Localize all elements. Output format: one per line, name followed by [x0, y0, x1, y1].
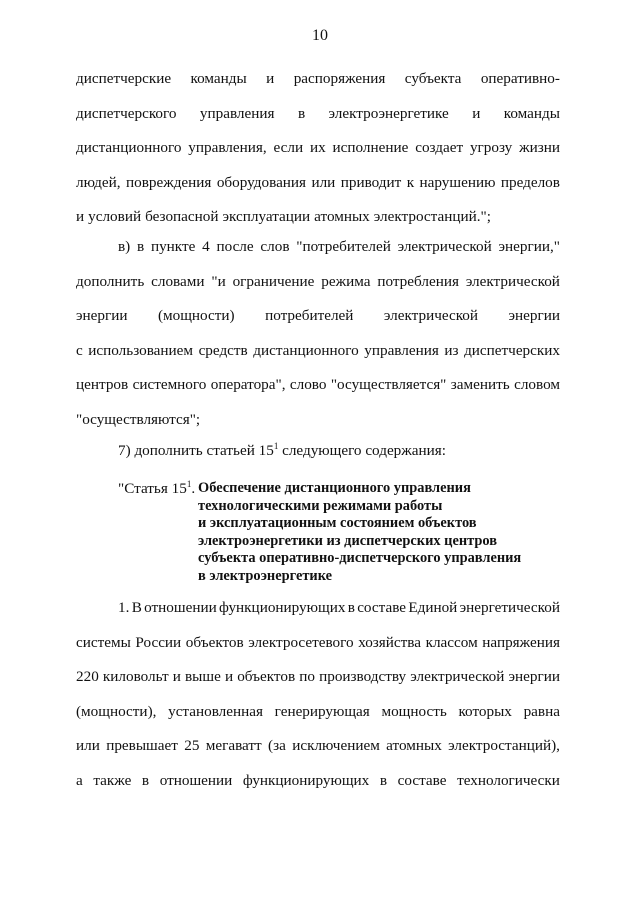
word: Единой	[408, 599, 458, 616]
word: создает	[415, 139, 464, 156]
article-title-line: Обеспечение дистанционного управления	[198, 480, 471, 496]
item-7-text-after: следующего содержания:	[278, 442, 446, 459]
word: 25	[184, 737, 200, 754]
item-7-line	[118, 441, 446, 461]
paragraph-amendment-v	[76, 230, 560, 437]
word: дистанционного	[76, 139, 182, 156]
word: атомных	[314, 208, 370, 225]
word: объектов	[237, 668, 296, 685]
word: электрической	[410, 668, 505, 685]
word: эксплуатации	[222, 208, 311, 225]
word: безопасной	[145, 208, 219, 225]
word: ограничение	[232, 272, 315, 290]
word: после	[216, 238, 254, 255]
text-line	[76, 230, 560, 265]
word: "потребителей	[296, 238, 391, 255]
word: их	[309, 139, 326, 156]
article-title-line: и эксплуатационным состоянием объектов	[198, 515, 477, 531]
word: киловольт	[102, 668, 169, 685]
article-title-line: технологическими режимами работы	[198, 497, 443, 514]
text-line	[76, 97, 560, 132]
word: оператора",	[210, 376, 286, 393]
word: приводит	[340, 173, 402, 191]
word: и	[266, 70, 275, 87]
word: энергии,"	[498, 238, 560, 255]
word: потребителей	[265, 307, 354, 324]
word: или	[76, 737, 100, 754]
text-line	[76, 334, 560, 369]
word: слово	[289, 376, 327, 393]
word: которых	[458, 702, 512, 720]
article-title-line: субъекта оперативно-диспетчерского управления	[198, 550, 522, 566]
word: объектов	[185, 633, 244, 651]
text-line	[76, 368, 560, 403]
paragraph-continuation	[76, 62, 560, 235]
article-label-text: "Статья 15	[118, 480, 187, 497]
word: превышает	[106, 737, 178, 754]
word: установленная	[168, 702, 263, 720]
article-label	[118, 480, 195, 498]
word: составе	[397, 771, 447, 789]
word: выше	[185, 668, 221, 685]
word: или	[311, 173, 336, 191]
article-title	[198, 480, 578, 585]
text-line	[76, 660, 560, 695]
word: в	[137, 238, 145, 255]
word: производству	[319, 668, 407, 685]
text-line	[76, 626, 560, 661]
word: управления	[364, 341, 439, 359]
article-label-superscript: 1	[186, 479, 192, 489]
word: и	[224, 668, 234, 685]
word: также	[93, 771, 132, 789]
word: системы	[76, 633, 131, 651]
word: электростанций.";	[373, 208, 491, 225]
word: команды	[503, 104, 560, 122]
word: команды	[190, 70, 247, 87]
word: субъекта	[404, 70, 462, 87]
word: энергии	[508, 668, 560, 685]
word: нарушению	[419, 173, 496, 191]
word: по	[299, 668, 315, 685]
word: потребления	[377, 272, 459, 290]
word: в	[347, 599, 355, 616]
word: управления	[199, 104, 275, 122]
word: напряжения	[482, 633, 560, 651]
word: режима	[321, 272, 371, 290]
word: использованием	[88, 341, 194, 359]
article-paragraph-1	[76, 591, 560, 798]
word: и	[76, 208, 85, 225]
text-line	[76, 299, 560, 334]
word: отношении	[144, 599, 217, 616]
word: с	[76, 341, 83, 359]
text-line	[76, 131, 560, 166]
article-title-line: в электроэнергетике	[198, 567, 333, 584]
word: в	[141, 771, 150, 789]
word: в	[297, 104, 306, 122]
word: России	[135, 633, 182, 651]
word: условий	[88, 208, 142, 225]
article-title-line: электроэнергетики из диспетчерских центров	[198, 532, 497, 549]
text-line	[76, 403, 560, 438]
word: управления,	[188, 139, 267, 156]
word: электростанций),	[448, 737, 560, 754]
word: равна	[523, 702, 560, 720]
word: жизни	[519, 139, 560, 156]
word: электрической	[383, 307, 479, 324]
word: электросетевого	[248, 633, 354, 651]
text-line	[76, 729, 560, 764]
word: из	[444, 341, 459, 359]
word: словом	[514, 376, 560, 393]
word: распоряжения	[293, 70, 386, 87]
word: энергии	[508, 307, 560, 324]
word: дополнить	[76, 272, 145, 290]
text-line	[76, 166, 560, 201]
word: энергии	[76, 307, 128, 324]
word: "и	[211, 272, 226, 290]
word: заменить	[450, 376, 510, 393]
text-line	[76, 265, 560, 300]
word: системного	[132, 376, 207, 393]
text-line	[76, 62, 560, 97]
item-7-text-before: 7) дополнить статьей 15	[118, 442, 274, 459]
word: (мощности)	[157, 307, 235, 324]
word: дистанционного	[253, 341, 359, 359]
word: диспетчерские	[76, 70, 172, 87]
word: энергетической	[459, 599, 560, 616]
word: "осуществляется"	[330, 376, 447, 393]
word: генерирующая	[274, 702, 370, 720]
word: в)	[118, 238, 131, 255]
word: функционирующих	[242, 771, 370, 789]
word: к	[406, 173, 415, 191]
word: В	[131, 599, 142, 616]
word: (мощности),	[76, 702, 157, 720]
word: 220	[76, 668, 99, 685]
word: мегаватт	[205, 737, 262, 754]
word: (за	[268, 737, 286, 754]
word: электрической	[397, 238, 492, 255]
word: хозяйства	[358, 633, 421, 651]
word: диспетчерских	[464, 341, 560, 359]
word: слов	[260, 238, 290, 255]
item-7-superscript: 1	[273, 441, 279, 451]
word: исключением	[292, 737, 380, 754]
word: мощность	[381, 702, 447, 720]
text-line	[76, 591, 560, 626]
page-number: 10	[312, 27, 328, 44]
word: функционирующих	[219, 599, 346, 616]
word: в	[379, 771, 388, 789]
word: а	[76, 771, 83, 789]
word: электроэнергетике	[328, 104, 449, 122]
text-line	[76, 695, 560, 730]
word: и	[472, 104, 481, 122]
word: технологически	[457, 771, 560, 789]
word: 4	[202, 238, 210, 255]
word: диспетчерского	[76, 104, 177, 122]
word: классом	[425, 633, 478, 651]
article-label-dot: .	[191, 480, 196, 497]
word: людей,	[76, 173, 121, 191]
word: если	[273, 139, 304, 156]
word: пределов	[500, 173, 560, 191]
word: составе	[357, 599, 407, 616]
word: исполнение	[332, 139, 409, 156]
word: электрической	[465, 272, 560, 290]
word: отношении	[159, 771, 233, 789]
word: средств	[198, 341, 248, 359]
word: повреждения	[125, 173, 212, 191]
word: оперативно-	[480, 70, 560, 87]
word: "осуществляются";	[76, 410, 201, 428]
word: угрозу	[469, 139, 513, 156]
word: атомных	[386, 737, 442, 754]
word: словами	[151, 272, 205, 290]
word: и	[172, 668, 181, 685]
word: оборудования	[216, 173, 307, 191]
word: 1.	[118, 599, 130, 616]
text-line	[76, 764, 560, 799]
word: центров	[76, 376, 129, 393]
word: пункте	[150, 238, 196, 255]
